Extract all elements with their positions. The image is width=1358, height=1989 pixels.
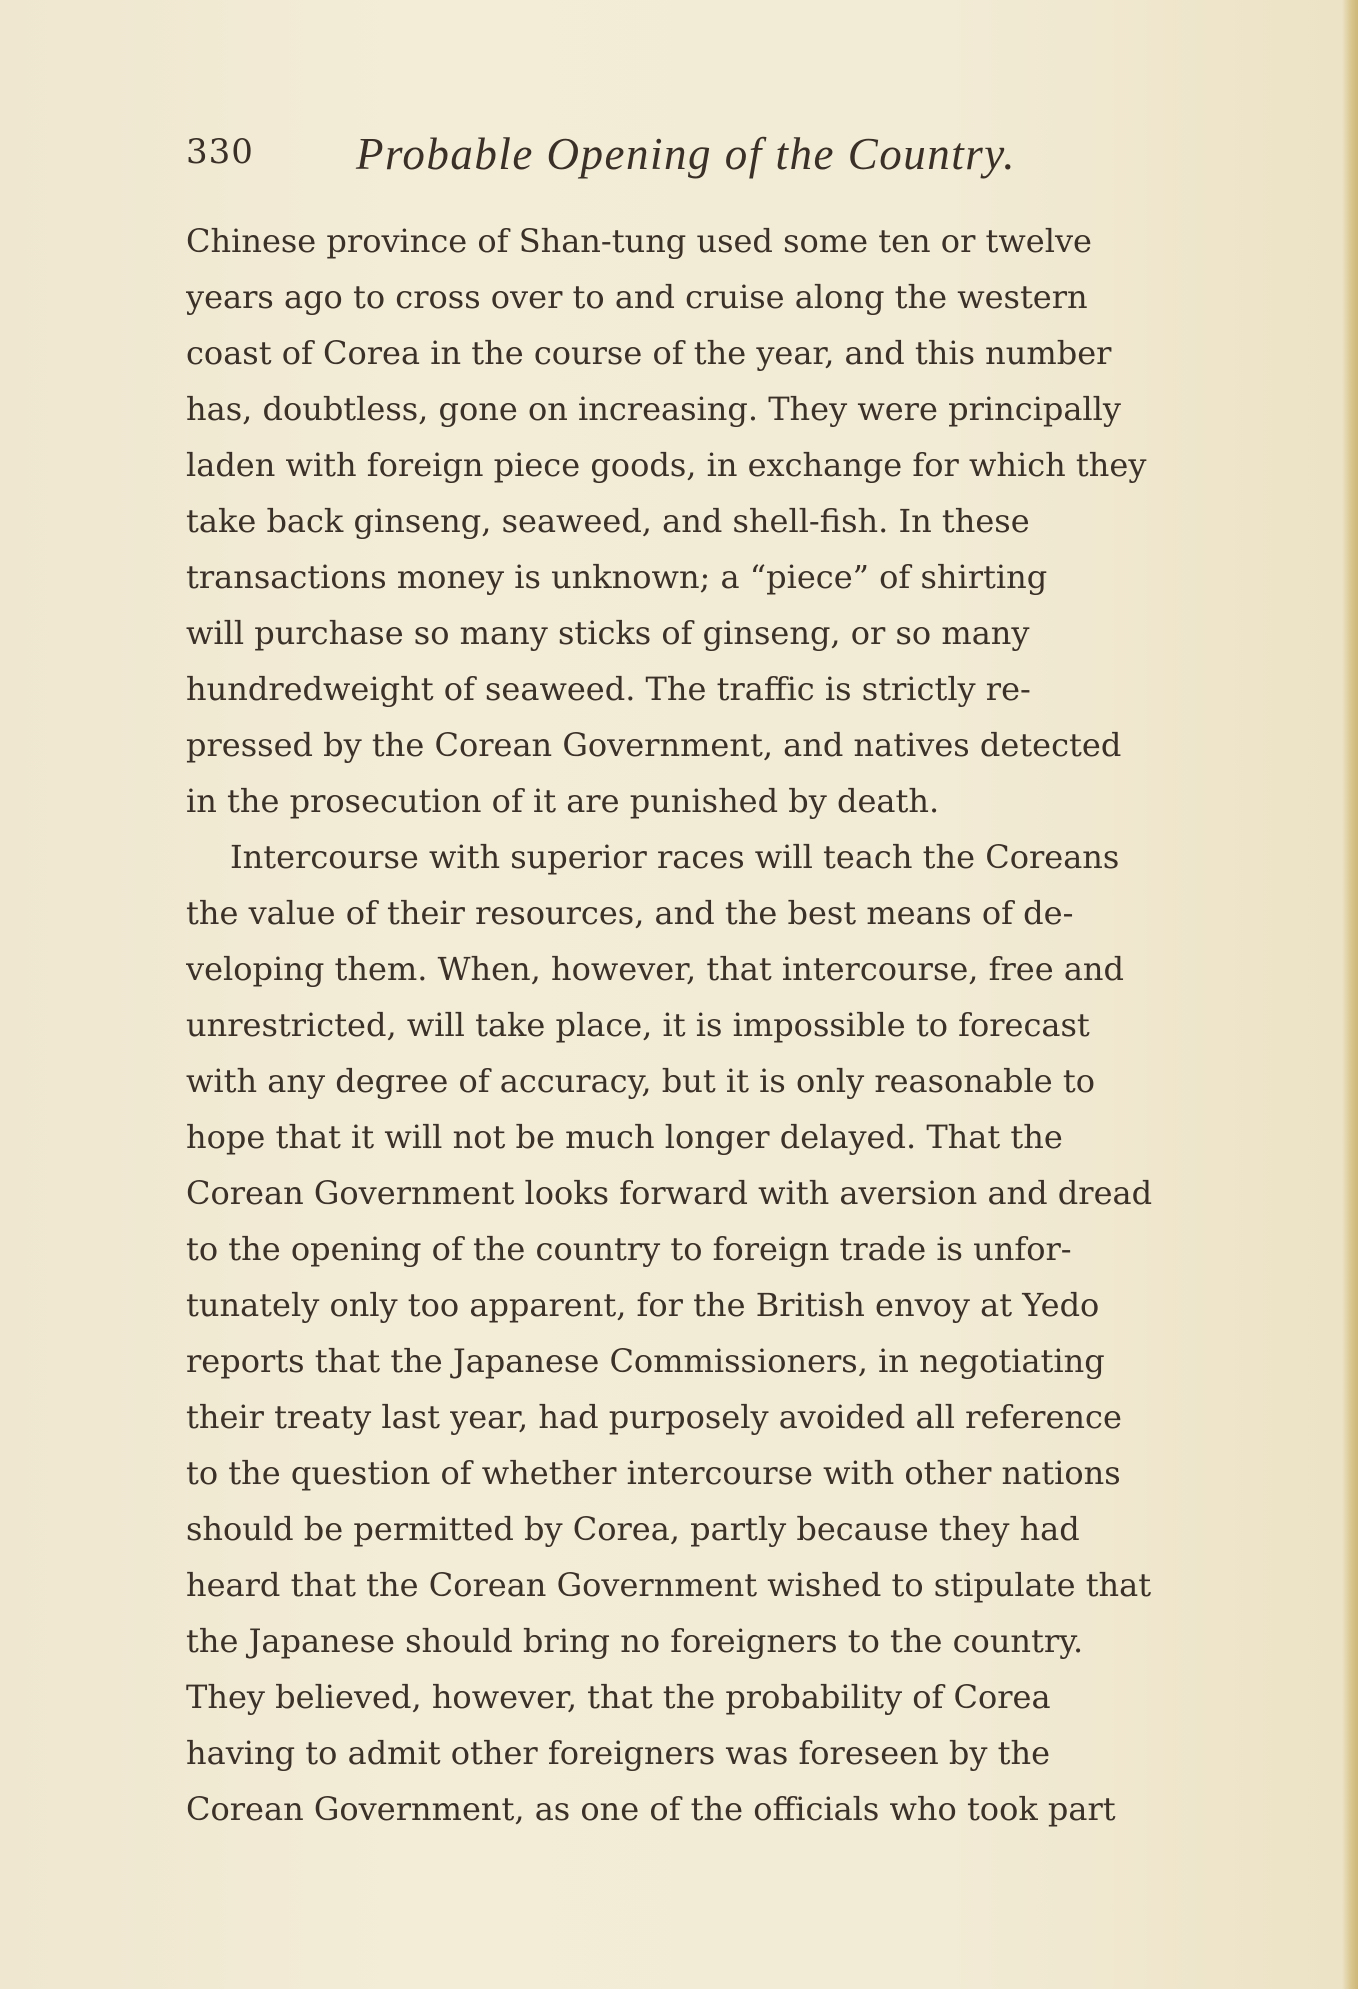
- text-line: tunately only too apparent, for the British envoy at Yedo: [186, 1286, 1100, 1324]
- text-line: heard that the Corean Government wished to stipulate that: [186, 1566, 1152, 1604]
- text-line: Chinese province of Shan-tung used some ten or twelve: [186, 222, 1092, 260]
- page-edge: [1342, 0, 1358, 1989]
- text-line: their treaty last year, had purposely avoided all reference: [186, 1398, 1122, 1436]
- text-line: should be permitted by Corea, partly because they had: [186, 1510, 1080, 1548]
- text-line: having to admit other foreigners was foreseen by the: [186, 1734, 1050, 1772]
- text-line: the Japanese should bring no foreigners to the country.: [186, 1622, 1084, 1660]
- text-line: veloping them. When, however, that intercourse, free and: [186, 950, 1124, 988]
- text-line: hope that it will not be much longer delayed. That the: [186, 1118, 1063, 1156]
- text-line: transactions money is unknown; a “piece” of shirting: [186, 558, 1048, 596]
- text-line: years ago to cross over to and cruise along the western: [186, 278, 1088, 316]
- text-line: hundredweight of seaweed. The traffic is strictly re-: [186, 670, 1031, 708]
- text-line: the value of their resources, and the best means of de-: [186, 894, 1074, 932]
- text-line: They believed, however, that the probability of Corea: [186, 1678, 1051, 1716]
- text-line: take back ginseng, seaweed, and shell-fish. In these: [186, 502, 1030, 540]
- text-line: laden with foreign piece goods, in exchange for which they: [186, 446, 1147, 484]
- text-line: will purchase so many sticks of ginseng, or so many: [186, 614, 1030, 652]
- text-line: to the opening of the country to foreign trade is unfor-: [186, 1230, 1072, 1268]
- page-number: 330: [186, 132, 254, 172]
- text-line: has, doubtless, gone on increasing. They were principally: [186, 390, 1121, 428]
- text-line: Corean Government, as one of the officials who took part: [186, 1790, 1116, 1828]
- body-text: [186, 213, 1258, 1837]
- text-line: in the prosecution of it are punished by death.: [186, 782, 940, 820]
- text-line: reports that the Japanese Commissioners, in negotiating: [186, 1342, 1105, 1380]
- page-header: [186, 128, 1258, 188]
- text-line: to the question of whether intercourse with other nations: [186, 1454, 1121, 1492]
- text-line: pressed by the Corean Government, and natives detected: [186, 726, 1122, 764]
- text-line: Intercourse with superior races will teach the Coreans: [230, 838, 1120, 876]
- running-title: Probable Opening of the Country.: [356, 129, 1017, 179]
- text-line: with any degree of accuracy, but it is only reasonable to: [186, 1062, 1095, 1100]
- text-line: unrestricted, will take place, it is impossible to forecast: [186, 1006, 1090, 1044]
- text-line: coast of Corea in the course of the year, and this number: [186, 334, 1112, 372]
- text-line: Corean Government looks forward with aversion and dread: [186, 1174, 1153, 1212]
